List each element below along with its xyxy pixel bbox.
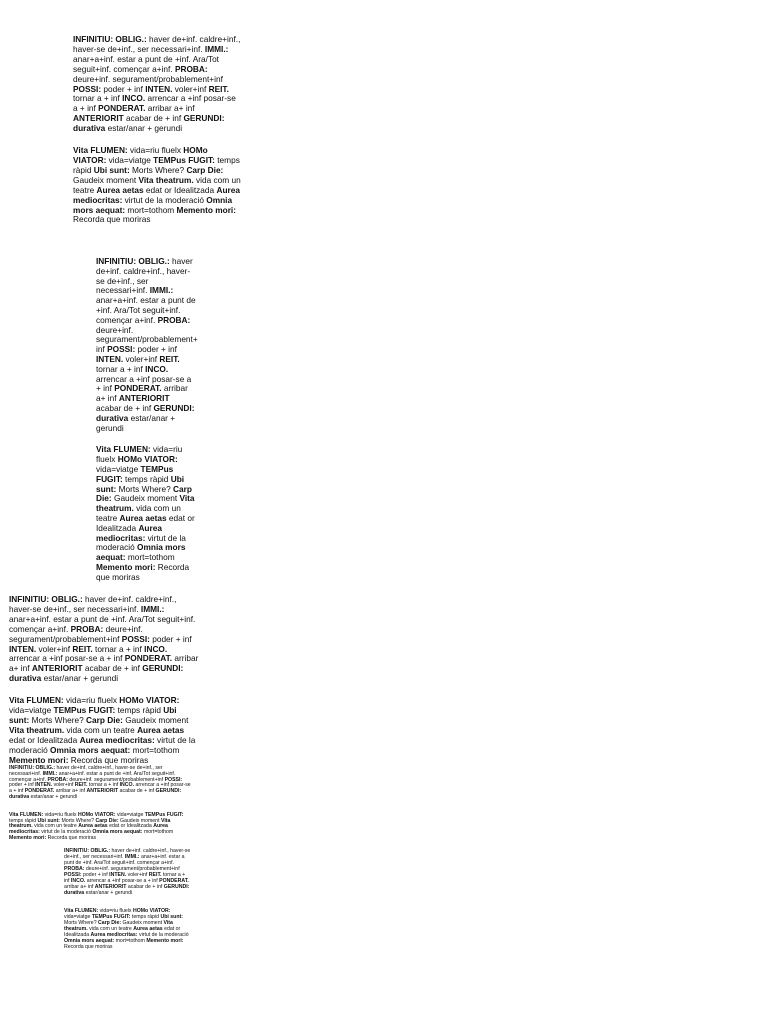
term-text: Morts Where? bbox=[29, 714, 86, 725]
term-text: vida com un teatre bbox=[64, 724, 138, 735]
term-text: Morts Where? bbox=[64, 920, 99, 926]
term-text: mort=tothom bbox=[125, 552, 175, 563]
term-text: voler+inf bbox=[172, 83, 209, 94]
term-text: vida=riu fluelx bbox=[63, 695, 120, 706]
term-label: Ubi sunt: bbox=[160, 914, 183, 920]
term-label: Omnia mors aequat: bbox=[64, 938, 115, 944]
term-label: Carp Die: bbox=[98, 920, 122, 926]
term-label: PROBA: bbox=[174, 63, 208, 74]
term-text: voler+inf bbox=[126, 872, 149, 878]
notes-block-5 bbox=[64, 848, 192, 950]
term-text: arribar a+ inf bbox=[54, 788, 87, 795]
term-label: GERUNDI: durativa bbox=[9, 788, 182, 800]
term-text: arrencar a +inf posar-se a + inf bbox=[96, 373, 192, 394]
term-text: temps ràpid bbox=[130, 914, 161, 920]
term-label: HOMo VIATOR: bbox=[132, 908, 171, 914]
term-text: Gaudeix moment bbox=[122, 714, 189, 725]
term-text: voler+inf bbox=[123, 353, 160, 364]
latin-topoi-paragraph bbox=[9, 696, 199, 765]
term-text: estar/anar + gerundi bbox=[29, 793, 78, 800]
term-label: INCO. bbox=[70, 878, 86, 884]
term-label: INCO. bbox=[145, 363, 169, 374]
term-label: ANTERIORIT bbox=[86, 788, 119, 795]
term-label: TEMPus FUGIT: bbox=[96, 463, 174, 484]
term-text: Recorda que moriras bbox=[64, 944, 113, 950]
term-label: Carp Die: bbox=[96, 483, 192, 504]
term-label: INFINITIU: OBLIG.: bbox=[9, 765, 56, 771]
term-label: POSSI: bbox=[121, 633, 150, 644]
term-label: IMMI.: bbox=[149, 285, 174, 296]
term-label: Aurea mediocritas: bbox=[79, 734, 155, 745]
term-label: Aurea mediocritas: bbox=[96, 522, 162, 543]
term-label: TEMPus FUGIT: bbox=[53, 705, 116, 716]
term-text: Recorda que moriras bbox=[73, 214, 151, 225]
term-text: mort=tothom bbox=[142, 829, 174, 836]
term-label: Omnia mors aequat: bbox=[73, 194, 233, 215]
term-label: TEMPus FUGIT: bbox=[91, 914, 131, 920]
term-label: PROBA: bbox=[64, 866, 85, 872]
notes-block-2 bbox=[96, 257, 196, 583]
term-text: arribar a+ inf bbox=[96, 383, 188, 404]
term-label: IMMI.: bbox=[124, 854, 140, 860]
term-label: PONDERAT. bbox=[98, 103, 146, 114]
term-label: Memento mori: bbox=[96, 561, 156, 572]
term-text: temps ràpid bbox=[73, 154, 240, 175]
term-label: GERUNDI: durativa bbox=[73, 113, 225, 134]
term-text: haver de+inf. caldre+inf., haver-se de+inf., ser necessari+inf. bbox=[64, 848, 191, 860]
term-label: Aurea mediocritas: bbox=[90, 932, 138, 938]
term-label: Ubi sunt: bbox=[93, 164, 130, 175]
term-label: Vita FLUMEN: bbox=[9, 811, 44, 818]
term-label: HOMo VIATOR: bbox=[73, 145, 208, 165]
term-label: Vita FLUMEN: bbox=[73, 145, 128, 156]
term-label: PONDERAT. bbox=[159, 878, 189, 884]
term-text: estar/anar + gerundi bbox=[96, 412, 176, 433]
term-label: REIT. bbox=[208, 83, 229, 94]
term-label: ANTERIORIT bbox=[31, 663, 83, 674]
notes-block-3 bbox=[9, 595, 199, 766]
term-text: vida=riu fluelx bbox=[43, 811, 78, 818]
term-label: GERUNDI: durativa bbox=[96, 402, 195, 423]
term-label: Vita FLUMEN: bbox=[9, 695, 64, 706]
infinitiu-paragraph bbox=[64, 848, 192, 896]
term-text: Recorda que moriras bbox=[68, 754, 149, 765]
term-label: Ubi sunt: bbox=[9, 705, 177, 725]
term-text: vida com un teatre bbox=[32, 823, 79, 830]
term-label: INCO. bbox=[119, 782, 135, 789]
term-label: ANTERIORIT bbox=[118, 393, 170, 404]
term-text: acabar de + inf bbox=[118, 788, 156, 795]
term-label: INFINITIU: OBLIG.: bbox=[96, 256, 170, 266]
term-text: mort=tothom bbox=[130, 744, 180, 755]
term-label: Omnia mors aequat: bbox=[50, 744, 131, 755]
infinitiu-paragraph bbox=[96, 257, 196, 433]
term-label: Omnia mors aequat: bbox=[96, 542, 186, 563]
term-label: INTEN. bbox=[35, 782, 53, 789]
term-label: INTEN. bbox=[96, 353, 124, 364]
term-label: Carp Die: bbox=[86, 714, 123, 725]
term-label: Omnia mors aequat: bbox=[92, 829, 143, 836]
term-text: Morts Where? bbox=[116, 483, 173, 494]
term-label: Aurea aetas bbox=[137, 724, 185, 735]
term-label: Vita FLUMEN: bbox=[96, 444, 151, 455]
term-label: PROBA: bbox=[70, 623, 104, 634]
term-text: tornar a + inf bbox=[87, 782, 120, 789]
term-text: vida=riu fluelx bbox=[127, 145, 184, 156]
term-text: voler+inf bbox=[36, 643, 73, 654]
term-label: INTEN. bbox=[109, 872, 127, 878]
term-label: Aurea aetas bbox=[78, 823, 108, 830]
term-label: Vita theatrum. bbox=[96, 493, 195, 514]
term-label: Aurea aetas bbox=[133, 926, 163, 932]
term-label: REIT. bbox=[159, 353, 180, 364]
term-label: Vita FLUMEN: bbox=[64, 908, 99, 914]
term-label: INFINITIU: OBLIG.: bbox=[64, 848, 111, 854]
term-label: Carp Die: bbox=[186, 164, 224, 175]
term-text: haver de+inf. caldre+inf., haver-se de+inf., ser necessari+inf. bbox=[96, 256, 193, 296]
term-label: HOMo VIATOR: bbox=[119, 695, 180, 706]
term-text: poder + inf bbox=[101, 83, 146, 94]
term-text: Recorda que moriras bbox=[96, 561, 190, 582]
term-label: INTEN. bbox=[145, 83, 173, 94]
latin-topoi-paragraph bbox=[64, 908, 192, 950]
term-label: TEMPus FUGIT: bbox=[153, 154, 215, 165]
latin-topoi-paragraph bbox=[96, 445, 196, 582]
term-text: haver de+inf. caldre+inf., haver-se de+inf., ser necessari+inf. bbox=[73, 34, 241, 54]
notes-block-4 bbox=[9, 766, 191, 842]
term-text: anar+a+inf. estar a punt de +inf. Ara/Tot seguit+inf. començar a+inf. bbox=[9, 770, 176, 783]
term-text: Gaudeix moment bbox=[118, 817, 161, 824]
term-text: voler+inf bbox=[52, 782, 75, 789]
term-text: vida=riu fluelx bbox=[96, 444, 183, 465]
term-label: HOMo VIATOR: bbox=[77, 811, 116, 818]
term-text: Gaudeix moment bbox=[111, 493, 180, 504]
term-label: POSSI: bbox=[73, 83, 102, 94]
term-text: arribar a+ inf bbox=[145, 103, 195, 114]
term-text: arrencar a +inf posar-se a + inf bbox=[73, 93, 236, 114]
term-label: INFINITIU: OBLIG.: bbox=[9, 594, 83, 604]
term-text: anar+a+inf. estar a punt de +inf. Ara/Tot seguit+inf. començar a+inf. bbox=[96, 295, 196, 325]
term-label: REIT. bbox=[74, 782, 88, 789]
term-text: vida=viatge bbox=[106, 154, 154, 165]
term-label: PROBA: bbox=[47, 776, 68, 783]
term-text: mort=tothom bbox=[125, 204, 177, 215]
term-label: Memento mori: bbox=[9, 754, 69, 765]
term-text: virtut de la moderació bbox=[9, 734, 196, 755]
term-label: GERUNDI: durativa bbox=[9, 663, 184, 684]
term-text: temps ràpid bbox=[115, 705, 164, 716]
term-text: deure+inf. segurament/probablement+inf bbox=[9, 623, 143, 644]
term-text: deure+inf. segurament/probablement+inf bbox=[67, 776, 165, 783]
term-label: ANTERIORIT bbox=[73, 113, 124, 124]
term-text: poder + inf bbox=[81, 872, 110, 878]
term-text: vida=riu fluelx bbox=[98, 908, 133, 914]
term-text: vida=viatge bbox=[9, 705, 54, 716]
term-label: Memento mori: bbox=[9, 834, 47, 841]
term-text: estar/anar + gerundi bbox=[41, 673, 119, 684]
term-text: arribar a+ inf bbox=[64, 884, 95, 890]
term-text: virtut de la moderació bbox=[39, 829, 93, 836]
term-label: Aurea mediocritas: bbox=[9, 823, 168, 836]
term-text: arrencar a +inf posar-se a + inf bbox=[9, 782, 191, 795]
notes-block-1 bbox=[73, 35, 241, 225]
term-text: estar/anar + gerundi bbox=[84, 890, 133, 896]
term-text: tornar a + inf bbox=[96, 363, 146, 374]
term-label: POSSI: bbox=[164, 776, 183, 783]
term-text: edat or Idealitzada bbox=[96, 512, 195, 533]
term-label: INCO. bbox=[122, 93, 146, 104]
term-text: arrencar a +inf posar-se a + inf bbox=[9, 653, 125, 664]
term-label: Memento mori: bbox=[176, 204, 236, 215]
term-text: deure+inf. segurament/probablement+inf bbox=[84, 866, 180, 872]
term-label: TEMPus FUGIT: bbox=[144, 811, 184, 818]
term-text: edat or Idealitzada bbox=[64, 926, 181, 938]
term-text: tornar a + inf bbox=[64, 872, 186, 884]
term-label: Aurea aetas bbox=[119, 512, 167, 523]
term-label: PONDERAT. bbox=[114, 383, 162, 394]
infinitiu-paragraph bbox=[9, 766, 191, 801]
term-text: vida com un teatre bbox=[73, 174, 241, 195]
term-text: mort=tothom bbox=[114, 938, 147, 944]
term-text: poder + inf bbox=[9, 782, 36, 789]
term-label: REIT. bbox=[148, 872, 162, 878]
term-label: Vita theatrum. bbox=[64, 920, 173, 932]
term-text: arrencar a +inf posar-se a + inf bbox=[85, 878, 160, 884]
term-text: acabar de + inf bbox=[96, 402, 154, 413]
term-label: ANTERIORIT bbox=[94, 884, 127, 890]
term-label: PROBA: bbox=[157, 314, 191, 325]
term-label: Vita theatrum. bbox=[9, 724, 65, 735]
latin-topoi-paragraph bbox=[73, 146, 241, 225]
term-text: Morts Where? bbox=[129, 164, 187, 175]
term-label: Memento mori: bbox=[146, 938, 184, 944]
term-text: temps ràpid bbox=[9, 817, 38, 824]
term-text: anar+a+inf. estar a punt de +inf. Ara/Tot seguit+inf. començar a+inf. bbox=[73, 53, 219, 74]
term-text: anar+a+inf. estar a punt de +inf. Ara/Tot seguit+inf. començar a+inf. bbox=[9, 613, 196, 634]
term-text: tornar a + inf bbox=[92, 643, 145, 654]
term-label: IMMI.: bbox=[140, 603, 165, 614]
term-text: tornar a + inf bbox=[73, 93, 123, 104]
term-label: Aurea aetas bbox=[96, 184, 144, 195]
term-label: POSSI: bbox=[107, 344, 136, 355]
term-text: edat or Idealitzada bbox=[107, 823, 154, 830]
term-label: Carp Die: bbox=[95, 817, 119, 824]
term-label: Vita theatrum. bbox=[9, 817, 171, 830]
term-text: Recorda que moriras bbox=[46, 834, 97, 841]
term-text: estar/anar + gerundi bbox=[105, 123, 183, 134]
term-text: deure+inf. segurament/probablement+ inf bbox=[96, 324, 198, 355]
term-text: deure+inf. segurament/probablement+inf bbox=[73, 73, 223, 84]
term-text: poder + inf bbox=[149, 633, 192, 644]
term-text: acabar de + inf bbox=[126, 884, 164, 890]
infinitiu-paragraph bbox=[73, 35, 241, 134]
term-text: acabar de + inf bbox=[123, 113, 184, 124]
term-text: acabar de + inf bbox=[82, 663, 143, 674]
term-text: virtut de la moderació bbox=[122, 194, 207, 205]
term-text: edat or Idealitzada bbox=[143, 184, 217, 195]
term-label: HOMo VIATOR: bbox=[117, 454, 178, 465]
term-text: vida com un teatre bbox=[96, 503, 181, 523]
term-text: haver de+inf. caldre+inf., haver-se de+inf., ser necessari+inf. bbox=[9, 594, 177, 614]
term-label: IMMI.: bbox=[204, 43, 229, 54]
term-text: Gaudeix moment bbox=[121, 920, 164, 926]
term-text: vida=viatge bbox=[115, 811, 145, 818]
term-text: haver de+inf. caldre+inf., haver-se de+inf., ser necessari+inf. bbox=[9, 765, 163, 777]
term-text: anar+a+inf. estar a punt de +inf. Ara/Tot seguit+inf. començar a+inf. bbox=[64, 854, 185, 866]
term-text: Gaudeix moment bbox=[73, 174, 139, 185]
term-label: PONDERAT. bbox=[24, 788, 55, 795]
infinitiu-paragraph bbox=[9, 595, 199, 684]
latin-topoi-paragraph bbox=[9, 813, 191, 842]
term-text: poder + inf bbox=[135, 344, 177, 355]
term-label: Ubi sunt: bbox=[37, 817, 61, 824]
term-text: arribar a+ inf bbox=[9, 653, 199, 674]
term-label: Vita theatrum. bbox=[138, 174, 194, 185]
term-text: edat or Idealitzada bbox=[9, 734, 80, 745]
term-label: INCO. bbox=[144, 643, 168, 654]
term-label: INTEN. bbox=[9, 643, 37, 654]
term-label: GERUNDI: durativa bbox=[64, 884, 190, 896]
term-text: vida com un teatre bbox=[87, 926, 134, 932]
term-text: Morts Where? bbox=[60, 817, 96, 824]
term-text: vida=viatge bbox=[64, 914, 92, 920]
term-label: PONDERAT. bbox=[124, 653, 173, 664]
term-label: INFINITIU: OBLIG.: bbox=[73, 34, 147, 44]
term-label: Ubi sunt: bbox=[96, 473, 185, 494]
term-text: virtut de la moderació bbox=[137, 932, 189, 938]
term-label: REIT. bbox=[72, 643, 93, 654]
term-label: POSSI: bbox=[64, 872, 82, 878]
term-label: Aurea mediocritas: bbox=[73, 184, 240, 205]
term-text: vida=viatge bbox=[96, 463, 141, 474]
term-text: virtut de la moderació bbox=[96, 532, 186, 553]
term-label: IMMI.: bbox=[42, 770, 58, 777]
term-text: temps ràpid bbox=[122, 473, 171, 484]
